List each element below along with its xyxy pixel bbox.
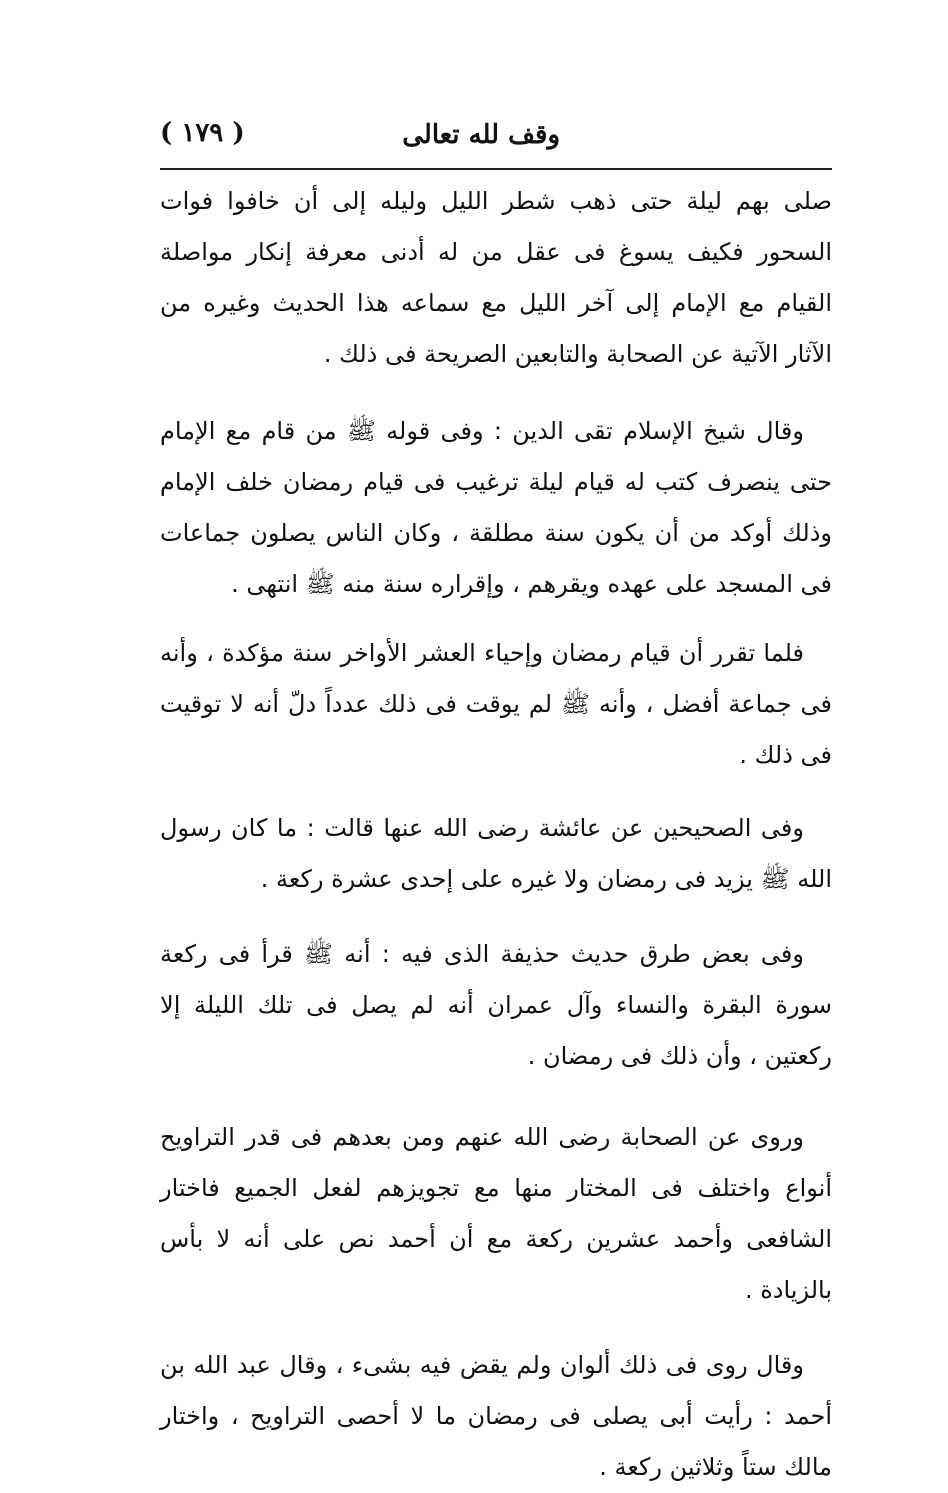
paragraph-aisha-hadith: وفى الصحيحين عن عائشة رضى الله عنها قالت : ما كان رسول الله ﷺ يزيد فى رمضان ولا غيره على إحدى عشرة ركعة .	[160, 814, 832, 893]
paragraph-abdullah-ibn-ahmad: وقال روى فى ذلك ألوان ولم يقض فيه بشىء ، وقال عبد الله بن أحمد : رأيت أبى يصلى فى رمضان ما لا أحصى التراويح ، واختار مالك ستاً وثلاثين ركعة .	[160, 1351, 832, 1481]
page-header	[160, 112, 830, 162]
paragraph-sahaba-taraweeh: وروى عن الصحابة رضى الله عنهم ومن بعدهم فى قدر التراويح أنواع واختلف فى المختار منها مع تجويزهم لفعل الجميع فاختار الشافعى وأحمد عشرين ركعة مع أن أحمد نص على أنه لا بأس بالزيادة .	[160, 1123, 832, 1304]
page-number: ( ١٧٩ )	[160, 118, 245, 148]
paragraph-qiyam-ramadan-ruling: فلما تقرر أن قيام رمضان وإحياء العشر الأواخر سنة مؤكدة ، وأنه فى جماعة أفضل ، وأنه ﷺ لم يوقت فى ذلك عدداً دلّ أنه لا توقيت فى ذلك .	[160, 639, 832, 769]
paragraph-sheikh-al-islam-quote: وقال شيخ الإسلام تقى الدين : وفى قوله ﷺ من قام مع الإمام حتى ينصرف كتب له قيام ليلة ترغيب فى قيام رمضان خلف الإمام وذلك أوكد من أن يكون سنة مطلقة ، وكان الناس يصلون جماعات فى المسجد على عهده ويقرهم ، وإقراره سنة منه ﷺ انتهى .	[160, 417, 832, 598]
paragraph-hudhayfa-hadith: وفى بعض طرق حديث حذيفة الذى فيه : أنه ﷺ قرأ فى ركعة سورة البقرة والنساء وآل عمران أنه لم يصل فى تلك الليلة إلا ركعتين ، وأن ذلك فى رمضان .	[160, 940, 832, 1070]
header-divider	[160, 168, 832, 170]
paragraph-continued-text: صلى بهم ليلة حتى ذهب شطر الليل وليله إلى أن خافوا فوات السحور فكيف يسوغ فى عقل من له أدنى معرفة إنكار مواصلة القيام مع الإمام إلى آخر الليل مع سماعه هذا الحديث وغيره من الآثار الآتية عن الصحابة والتابعين الصريحة فى ذلك .	[160, 187, 832, 368]
running-title: وقف لله تعالى	[402, 120, 560, 150]
page-body	[160, 176, 832, 1493]
